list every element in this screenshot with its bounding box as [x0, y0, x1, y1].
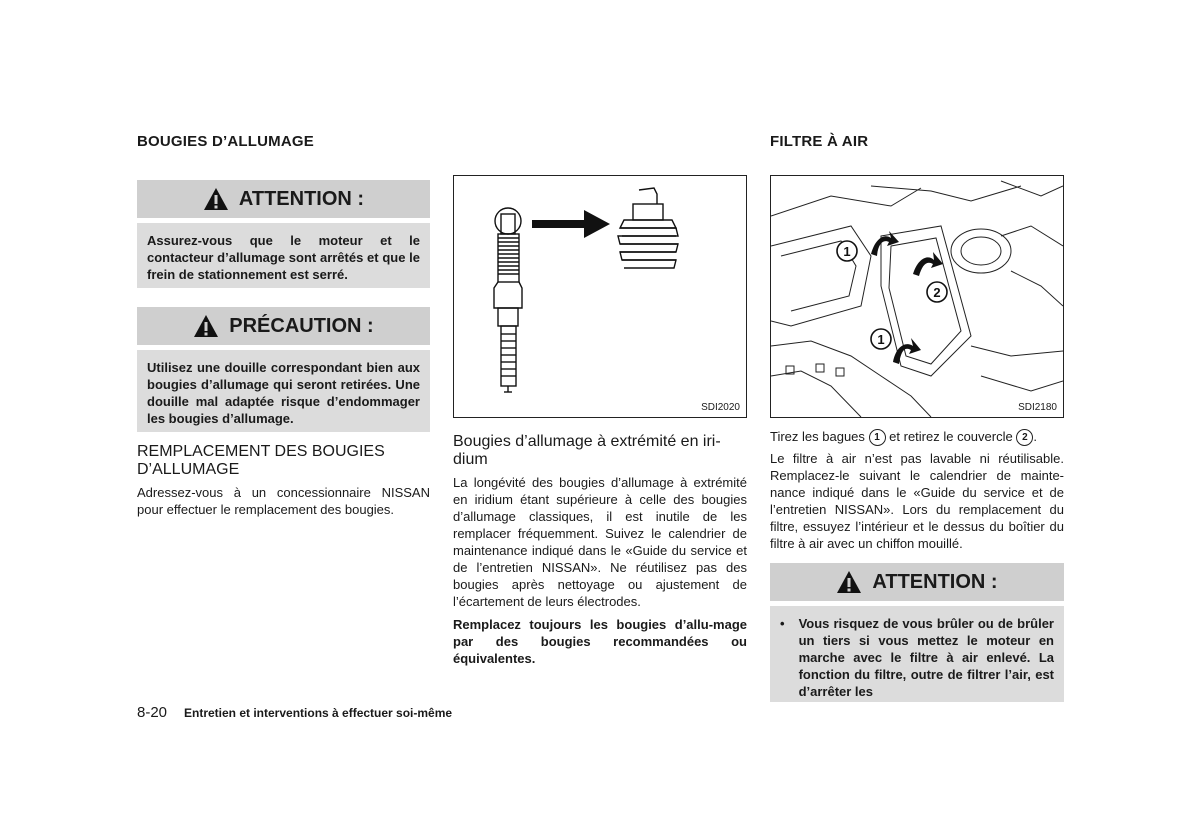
callout-1-top: 1: [843, 244, 851, 259]
iridium-bold-text: Remplacez toujours les bougies d’allu-mage par des bougies recommandées ou équivalentes.: [453, 617, 747, 666]
attention-body-right: [770, 606, 1064, 702]
section-title-air-filter: FILTRE À AIR: [770, 133, 869, 150]
attention-banner-right: [770, 563, 1064, 601]
precaution-banner: [137, 307, 430, 345]
attention-heading: ATTENTION :: [238, 187, 365, 210]
attention-banner: [137, 180, 430, 218]
replace-text: Adressez-vous à un concessionnaire NISSAN pour effectuer le remplacement des bougies.: [137, 485, 430, 517]
air-filter-figure: [770, 175, 1064, 418]
page-number: 8-20: [137, 704, 168, 721]
intro-part-c: .: [1033, 429, 1037, 444]
figure-code: SDI2020: [701, 402, 740, 413]
callout-ref-1: 1: [869, 429, 886, 446]
iridium-subheading: Bougies d’allumage à extrémité en iri-dium: [453, 433, 721, 468]
warning-icon: [836, 570, 862, 594]
air-filter-intro: [770, 428, 1064, 446]
attention-text-right: Vous risquez de vous brûler ou de brûler un tiers si vous mettez le moteur en marche avec le filtre à air enlevé. La fonction du filtre, outre de filtrer l’air, est d’arrêter les: [798, 616, 1054, 699]
iridium-text: La longévité des bougies d’allumage à extrémité en iridium étant supérieure à celle des bougies d’allumage classiques, il est inutile de les remplacer fréquemment. Suivez le calendrier de maintenance indiqué dans le «Guide du service et de l’entretien NISSAN». Ne réutilisez pas des bougies après nettoyage ou ajustement de l’écartement de leurs électrodes.: [453, 475, 747, 609]
air-filter-illustration: [771, 176, 1063, 417]
footer-section: Entretien et interventions à effectuer soi-même: [184, 706, 453, 720]
precaution-heading: PRÉCAUTION :: [229, 314, 374, 337]
intro-part-b: et retirez le couvercle: [889, 429, 1013, 444]
figure-code: SDI2180: [1018, 402, 1057, 413]
spark-plug-figure: [453, 175, 747, 418]
attention-heading-right: ATTENTION :: [872, 570, 998, 593]
callout-1-bottom: 1: [877, 332, 885, 347]
replace-heading: REMPLACEMENT DES BOUGIES D’ALLUMAGE: [137, 443, 385, 478]
section-title-spark-plugs: BOUGIES D’ALLUMAGE: [137, 133, 314, 150]
attention-text: Assurez-vous que le moteur et le contacteur d’allumage sont arrêtés et que le frein de stationnement est serré.: [137, 223, 430, 288]
spark-plug-illustration: [454, 176, 746, 417]
air-filter-text: Le filtre à air n’est pas lavable ni réutilisable. Remplacez-le suivant le calendrier de mainte-nance indiqué dans le «Guide du service et de l’entretien NISSAN». Lors du remplacement du filtre, essuyez l’intérieur et le dessus du boîtier du filtre à air avec un chiffon mouillé.: [770, 451, 1064, 551]
warning-icon: [203, 187, 229, 211]
warning-icon: [193, 314, 219, 338]
intro-part-a: Tirez les bagues: [770, 429, 865, 444]
callout-ref-2: 2: [1016, 429, 1033, 446]
precaution-text: Utilisez une douille correspondant bien aux bougies d’allumage qui seront retirées. Une douille mal adaptée risque d’endommager les bougies d’allumage.: [137, 350, 430, 432]
bullet: •: [780, 616, 785, 631]
callout-2: 2: [933, 285, 941, 300]
